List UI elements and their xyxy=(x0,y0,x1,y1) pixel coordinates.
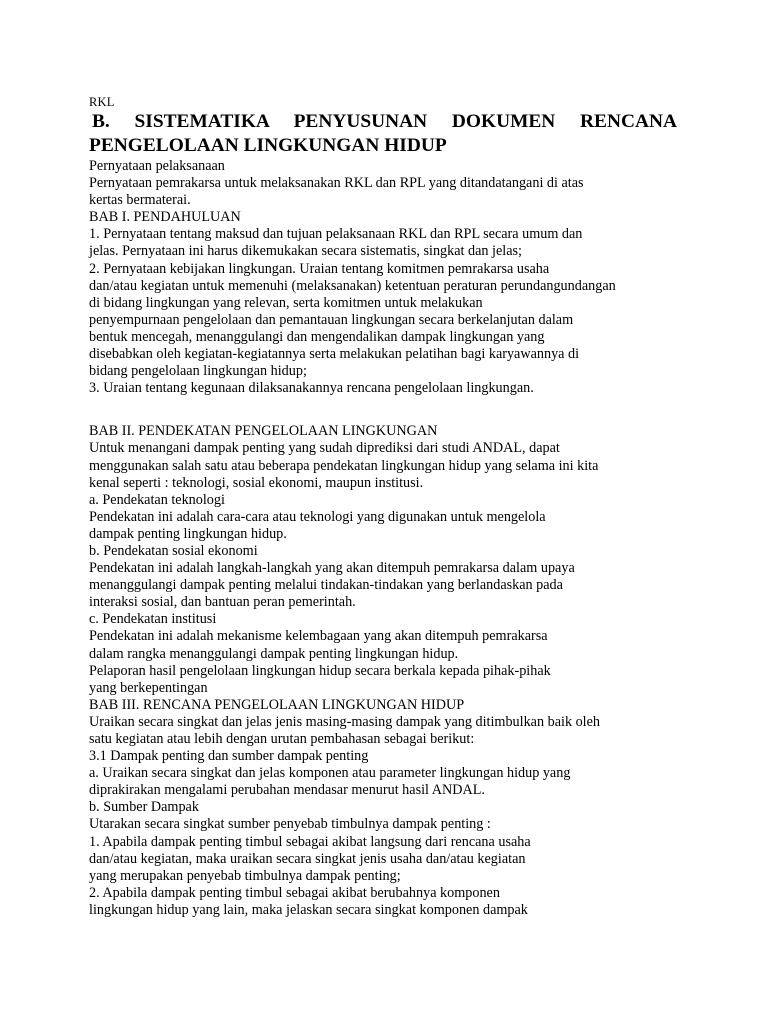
text-line: 3. Uraian tentang kegunaan dilaksanakannya rencana pengelolaan lingkungan. xyxy=(89,380,534,397)
text-line: yang merupakan penyebab timbulnya dampak penting; xyxy=(89,867,401,884)
text-line: disebabkan oleh kegiatan-kegiatannya serta melakukan pelatihan bagi karyawannya di xyxy=(89,346,580,363)
section-heading-line-2: PENGELOLAAN LINGKUNGAN HIDUP xyxy=(89,135,447,156)
text-line: satu kegiatan atau lebih dengan urutan pembahasan sebagai berikut: xyxy=(89,731,475,747)
section-heading-line-1: B. SISTEMATIKA PENYUSUNAN DOKUMEN RENCANA xyxy=(92,111,677,132)
text-line: menanggulangi dampak penting melalui tindakan-tindakan yang berlandaskan pada xyxy=(89,577,563,594)
document-label: RKL xyxy=(89,95,115,109)
text-line: diprakirakan mengalami perubahan mendasar menurut hasil ANDAL. xyxy=(89,782,485,799)
text-line: Pendekatan ini adalah langkah-langkah yang akan ditempuh pemrakarsa dalam upaya xyxy=(89,560,575,577)
text-line: bentuk mencegah, menanggulangi dan mengendalikan dampak lingkungan yang xyxy=(89,328,545,345)
text-line: penyempurnaan pengelolaan dan pemantauan lingkungan secara berkelanjutan dalam xyxy=(89,311,574,328)
text-line: dan/atau kegiatan, maka uraikan secara singkat jenis usaha dan/atau kegiatan xyxy=(89,850,526,867)
text-line: Pendekatan ini adalah mekanisme kelembagaan yang akan ditempuh pemrakarsa xyxy=(89,628,548,645)
text-line: a. Uraikan secara singkat dan jelas komponen atau parameter lingkungan hidup yang xyxy=(89,765,571,782)
text-line: jelas. Pernyataan ini harus dikemukakan secara sistematis, singkat dan jelas; xyxy=(89,243,522,260)
text-line: bidang pengelolaan lingkungan hidup; xyxy=(89,363,307,380)
text-line: Pelaporan hasil pengelolaan lingkungan hidup secara berkala kepada pihak-pihak xyxy=(89,662,551,679)
text-line: dan/atau kegiatan untuk memenuhi (melaksanakan) ketentuan peraturan perundangundangan xyxy=(89,277,616,294)
text-line: interaksi sosial, dan bantuan peran pemerintah. xyxy=(89,594,356,611)
paragraph-gap xyxy=(89,397,679,423)
chapter-heading: BAB I. PENDAHULUAN xyxy=(89,209,241,226)
text-line: Uraikan secara singkat dan jelas jenis masing-masing dampak yang ditimbulkan baik oleh xyxy=(89,713,601,730)
text-line: a. Pendekatan teknologi xyxy=(89,491,225,508)
text-line: Pernyataan pelaksanaan xyxy=(89,158,225,174)
text-line: yang berkepentingan xyxy=(89,679,208,696)
text-line: b. Sumber Dampak xyxy=(89,799,199,816)
text-line: 1. Apabila dampak penting timbul sebagai akibat langsung dari rencana usaha xyxy=(89,833,531,850)
text-line: 2. Apabila dampak penting timbul sebagai akibat berubahnya komponen xyxy=(89,884,500,901)
text-line: dalam rangka menanggulangi dampak penting lingkungan hidup. xyxy=(89,645,459,662)
text-line: menggunakan salah satu atau beberapa pendekatan lingkungan hidup yang selama ini kita xyxy=(89,457,599,474)
text-line: kenal seperti : teknologi, sosial ekonomi, maupun institusi. xyxy=(89,474,424,491)
chapter-heading: BAB II. PENDEKATAN PENGELOLAAN LINGKUNGAN xyxy=(89,423,438,440)
text-line: Untuk menangani dampak penting yang sudah diprediksi dari studi ANDAL, dapat xyxy=(89,440,560,457)
text-line: Utarakan secara singkat sumber penyebab timbulnya dampak penting : xyxy=(89,816,491,833)
text-line: 3.1 Dampak penting dan sumber dampak penting xyxy=(89,748,369,765)
text-line: Pernyataan pemrakarsa untuk melaksanakan RKL dan RPL yang ditandatangani di atas xyxy=(89,175,584,192)
text-line: kertas bermaterai. xyxy=(89,192,191,209)
text-line: 1. Pernyataan tentang maksud dan tujuan pelaksanaan RKL dan RPL secara umum dan xyxy=(89,226,583,243)
chapter-heading: BAB III. RENCANA PENGELOLAAN LINGKUNGAN HIDUP xyxy=(89,696,465,713)
document-page xyxy=(89,95,679,919)
text-line: 2. Pernyataan kebijakan lingkungan. Uraian tentang komitmen pemrakarsa usaha xyxy=(89,260,550,277)
text-line: Pendekatan ini adalah cara-cara atau teknologi yang digunakan untuk mengelola xyxy=(89,508,546,525)
text-line: lingkungan hidup yang lain, maka jelaskan secara singkat komponen dampak xyxy=(89,901,528,918)
text-line: c. Pendekatan institusi xyxy=(89,611,217,628)
text-line: b. Pendekatan sosial ekonomi xyxy=(89,542,258,559)
text-line: di bidang lingkungan yang relevan, serta komitmen untuk melakukan xyxy=(89,294,483,311)
text-line: dampak penting lingkungan hidup. xyxy=(89,525,287,542)
